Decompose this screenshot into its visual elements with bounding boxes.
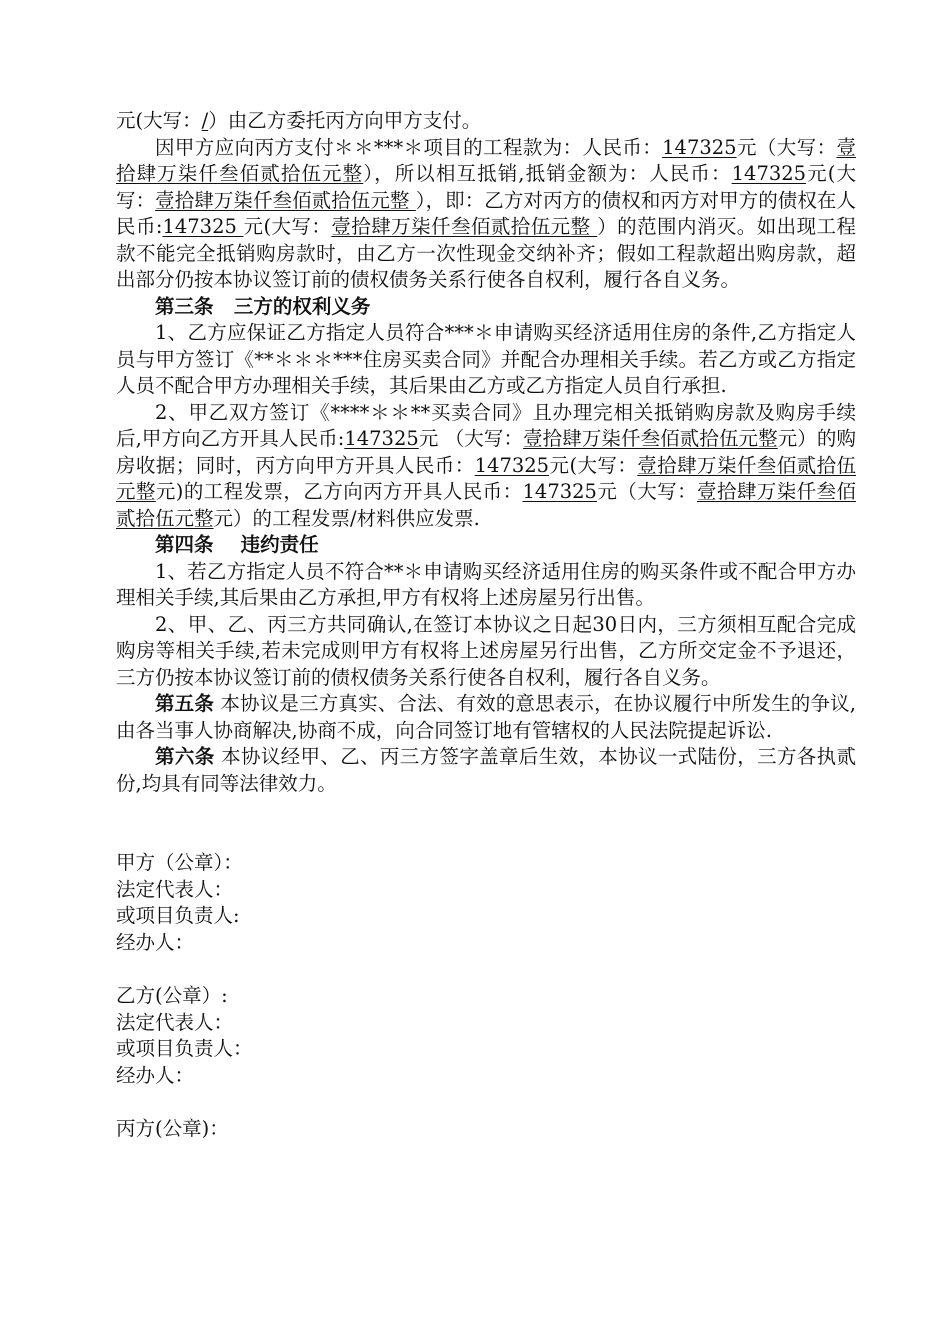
party-a-seal-label: 甲方（公章）：: [116, 851, 243, 874]
text-segment: 元(大写：: [116, 162, 856, 212]
amount-field: 147325: [344, 427, 419, 450]
article-4-item-1: 1、若乙方指定人员不符合**＊申请购买经济适用住房的购买条件或不配合甲方办理相关手续,其后果由乙方承担,甲方有权将上述房屋另行出售。: [116, 559, 856, 609]
text-segment: ），所以相互抵销,抵销金额为：人民币：: [363, 162, 732, 185]
document-page: [116, 108, 856, 1143]
article-6-label: 第六条: [155, 745, 215, 768]
article-6: [116, 744, 856, 797]
party-a-handler-label: 经办人：: [116, 930, 195, 954]
article-3-heading: 第三条 三方的权利义务: [155, 294, 371, 318]
amount-field: 147325: [731, 162, 807, 185]
text-segment: 元（大写：: [596, 480, 698, 503]
text-segment: 元(大写：: [549, 453, 638, 477]
article-4-item-2: 2、甲、乙、丙三方共同确认,在签订本协议之日起30日内，三方须相互配合完成购房等相关手续,若未完成则甲方有权将上述房屋另行出售，乙方所交定金不予退还，三方仍按本协议签订前的债权债务关系行使各自权利，履行各自义务。: [116, 612, 856, 689]
article-5-label: 第五条: [155, 692, 215, 715]
amount-field: 147325: [662, 135, 737, 159]
party-b-project-lead-label: 或项目负责人：: [116, 1037, 253, 1060]
signature-block-party-b: [116, 983, 856, 1089]
amount-field: 147325: [474, 453, 550, 477]
party-b-legal-rep-label: 法定代表人：: [116, 1010, 234, 1034]
amount-in-words-field: 壹拾肆万柒仟叁佰贰拾伍元整: [523, 427, 778, 450]
article-3-item-2: [116, 400, 856, 533]
text-segment: ）的范围内消灭。如出现工程款不能完全抵销购房款时，由乙方一次性现金交纳补齐；假如工程款超出购房款，超出部分仍按本协议签订前的债权债务关系行使各自权利，履行各自义务。: [116, 215, 856, 291]
text-segment: 元）的购房收据；同时，丙方向甲方开具人民币：: [116, 427, 856, 477]
signature-block-party-a: [116, 850, 856, 956]
text-segment: ）由乙方委托丙方向甲方支付。: [208, 109, 482, 132]
text-segment: 元(大写：: [116, 109, 202, 132]
article-6-text: 本协议经甲、乙、丙三方签字盖章后生效，本协议一式陆份，三方各执贰份,均具有同等法律效力。: [116, 745, 856, 795]
text-segment: 元(大写：: [243, 215, 332, 238]
party-b-seal-label: 乙方(公章）:: [116, 984, 228, 1007]
article-5-text: 本协议是三方真实、合法、有效的意思表示，在协议履行中所发生的争议,由各当事人协商解决,协商不成，向合同签订地有管辖权的人民法院提起诉讼.: [116, 692, 856, 742]
article-5: [116, 691, 856, 744]
article-4-heading: 第四条 违约责任: [155, 533, 319, 556]
amount-in-words-field: 壹拾肆万柒仟叁佰贰拾伍元整: [116, 480, 856, 530]
text-segment: 元)的工程发票，乙方向丙方开具人民币：: [155, 480, 523, 503]
amount-in-words-field: 壹拾肆万柒仟叁佰贰拾伍元整: [155, 188, 416, 212]
party-a-legal-rep-label: 法定代表人：: [116, 877, 234, 901]
party-b-handler-label: 经办人：: [116, 1063, 195, 1087]
amount-in-words-field: 壹拾肆万柒仟叁佰贰拾伍元整: [331, 215, 598, 238]
text-segment: 2、甲乙双方签订《****＊＊**买卖合同》且办理完相关抵销购房款及购房手续后,甲方向乙方开具人民币:: [116, 400, 856, 450]
amount-field: 147325: [522, 480, 597, 503]
underlined-field: /: [201, 109, 209, 132]
signature-block-party-c: [116, 1116, 856, 1143]
text-segment: 元）的工程发票/材料供应发票.: [213, 506, 480, 530]
text-segment: 元 （大写：: [418, 427, 524, 450]
text-segment: 元（大写：: [736, 135, 837, 159]
text-segment: 因甲方应向丙方支付＊＊***＊项目的工程款为：人民币：: [155, 135, 663, 159]
paragraph-payment-continuation: [116, 108, 856, 135]
amount-in-words-field: 壹拾肆万柒仟叁佰贰拾伍元整: [116, 453, 856, 503]
text-segment: ），即：乙方对丙方的债权和丙方对甲方的债权在人民币:: [116, 188, 856, 238]
amount-in-words-field: 壹拾肆万柒仟叁佰贰拾伍元整: [116, 135, 856, 185]
article-3-item-1: 1、乙方应保证乙方指定人员符合***＊申请购买经济适用住房的条件,乙方指定人员与甲方签订《**＊＊＊***住房买卖合同》并配合办理相关手续。若乙方或乙方指定人员不配合甲方办理相关手续，其后果由乙方或乙方指定人员自行承担.: [116, 321, 856, 397]
paragraph-offset-clause: [116, 135, 856, 294]
amount-field: 147325: [162, 215, 244, 238]
party-c-seal-label: 丙方(公章)：: [116, 1117, 229, 1140]
party-a-project-lead-label: 或项目负责人:: [116, 904, 240, 927]
